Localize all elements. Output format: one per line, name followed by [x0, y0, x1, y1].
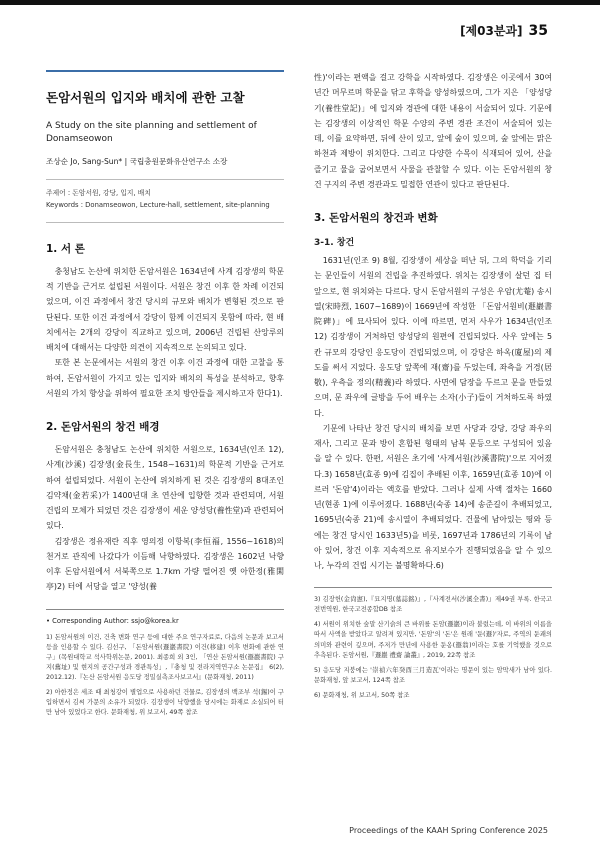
- footnote-rule-right: [314, 587, 552, 588]
- section-3-1-heading: 3-1. 창건: [314, 238, 355, 248]
- footnote-5: 5) 응도당 지붕에는 '崇禎六年癸酉三月造瓦'이라는 명문이 있는 암막새가 남아 있다. 문화재청, 앞 보고서, 124쪽 참조: [314, 666, 552, 684]
- title-rule: [46, 70, 284, 72]
- footnote-3: 3) 김장헌(金尙憲),『묘지명(墓誌銘)』,『사계전서(沙溪全書)』제49권 부록. 한국고전번역원, 한국고전종합DB 참조: [314, 596, 552, 614]
- footnote-rule-left: [46, 609, 284, 610]
- page-header: [460, 22, 548, 39]
- keywords-rule-bottom: [46, 222, 284, 223]
- section-2-heading: 2. 돈암서원의 창건 배경: [46, 421, 160, 434]
- section-1-paragraph-2: 또한 본 논문에서는 서원의 창건 이후 이건 과정에 대한 고찰을 통하여, 돈암서원이 가지고 있는 입지와 배치의 특성을 분석하고, 향후 서원의 가치 향상을 위하여 필요한 조치 방안들을 제시하고자 한다1).: [46, 358, 284, 398]
- section-1-heading: 1. 서 론: [46, 242, 85, 255]
- keywords-block: [46, 188, 284, 212]
- author-line: 조상순 Jo, Sang-Sun* | 국립충원문화유산연구소 소장: [46, 157, 228, 167]
- page-number: 35: [528, 23, 548, 39]
- section-3-heading: 3. 돈암서원의 창건과 변화: [314, 212, 438, 224]
- section-3-1-paragraph-2: 기문에 나타난 창건 당시의 배치를 보면 사당과 강당, 강당 좌우의 재사, 그리고 문과 방이 혼합된 형태의 남북 문등으로 구성되어 있음을 알 수 있다. 한편, 서원은 초기에 '사계서원(沙溪書院)'으로 지어졌다.3) 1658년(효종 9)에 김집이 추배된 이후, 1659년(효종 10)에 이르러 '돈암'4)이라는 액호를 받았다. 그러나 실제 사액 절차는 1660년(현종 1)에 이루어졌다. 1688년(숙종 14)에 송준길이 추배되었고, 1695년(숙종 21)에 송시열이 추배되었다. 건물에 남아있는 띵와 등에는 창건 당시인 1633년5)을 비롯, 1697년과 1786년의 기록이 남아 있어, 창건 이후 지속적으로 유지보수가 진행되었음을 알 수 있으나, 누각의 건립 시기는 불명확하다.6): [314, 423, 552, 570]
- section-label: [제03분과]: [460, 24, 523, 38]
- paper-title: 돈암서원의 입지와 배치에 관한 고찰: [46, 90, 245, 105]
- keywords-rule-top: [46, 179, 284, 180]
- section-1-paragraph-1: 충청남도 논산에 위치한 돈암서원은 1634년에 사계 김장생의 학문적 기반을 근거로 설립된 서원이다. 서원은 창건 이후 한 차례 이건되었으며, 이건 과정에서 창건 당시의 규모와 배치가 변형된 것으로 판단된다. 또한 이건 과정에서 강당이 함께 이건되지 못함에 따라, 현 배치에서는 2개의 강당이 직교하고 있으며, 2006년 건립된 산앙루의 배치에 대해서는 다양한 의견이 지속적으로 논의되고 있다.: [46, 266, 284, 353]
- top-rule: [0, 0, 600, 5]
- keywords-en: Keywords : Donamseowon, Lecture-hall, settlement, site-planning: [46, 200, 270, 209]
- footnote-2: 2) 아한정은 세조 때 최청강이 별업으로 사용하던 건물로, 김장생의 백조부 석(錫)이 구입하면서 김씨 가문의 소유가 되었다. 김장생이 낙향했을 당시에는 화재로 소실되어 터만 남아 있었다고 한다. 문화재청, 위 보고서, 49쪽 참조: [46, 688, 284, 717]
- footer-proceedings: Proceedings of the KAAH Spring Conference 2025: [349, 826, 548, 835]
- keywords-ko: 주제어 : 돈암서원, 강당, 입지, 배치: [46, 189, 151, 198]
- section-2-continued: 性)'이라는 편액을 걸고 강학을 시작하였다. 김장생은 이곳에서 30여 년간 머무르며 학문을 닦고 후학을 양성하였으며, 그가 지은 「양성당기(養性堂記)」에 입지와 경관에 대한 내용이 서술되어 있다. 기문에는 김장생의 이상적인 학문 수양의 주변 경관 조건이 서술되어 있는데, 이를 요약하면, 뒤에 산이 있고, 앞에 숲이 있으며, 숲 앞에는 맑은 하천과 제방이 위치한다. 그리고 다양한 수목이 식재되어 있어, 산을 즐기고 물을 굽어보면서 사물을 관찰할 수 있다. 이는 돈암서원의 창건 구지의 주변 경관과도 밀접한 연관이 있다고 판단된다.: [314, 73, 552, 189]
- paper-title-en: A Study on the site planning and settlement of Donamseowon: [46, 121, 257, 145]
- footnote-1: 1) 돈암서원의 이건, 건축 변화 연구 등에 대한 주요 연구자료로, 다음의 논문과 보고서 등을 인용할 수 있다. 김선구, 「돈암서원(遯巖書院) 이건(移建) 이후 변화에 관한 연구」(목원대학교 석사학위논문, 2001). 최종희 외 3인, 「연산 돈암서원(遯巖書院) 구지(舊址) 및 현지의 공간구성과 경관특성」,『충청 및 전라지역연구소 논문집』 6(2), 2012.12).『논산 돈암서원 응도당 정밀실측조사보고서』(문화재청, 2011): [46, 633, 284, 681]
- section-2-paragraph-2: 김장생은 정유재란 직후 영의정 이항복(李恒福, 1556~1618)의 천거로 관직에 나갔다가 이듬해 낙향하였다. 김장생은 1602년 낙향 이후 돈암서원에서 서북쪽으로 1.7km 가량 떨어진 옛 아한정(雅閑亭)2) 터에 서당을 열고 '양성(養: [46, 536, 284, 592]
- section-2-paragraph-1: 돈암서원은 충청남도 논산에 위치한 서원으로, 1634년(인조 12), 사계(沙溪) 김장생(金長生, 1548~1631)의 학문적 기반을 근거로 하여 설립되었다. 서원이 논산에 위치하게 된 것은 김장생의 8대조인 김약채(金若采)가 1400년대 초 연산에 입향한 것과 관련되며, 서원 건립의 모체가 되었던 것은 김장생이 세운 양성당(養性堂)과 관련되어 있다.: [46, 445, 284, 531]
- section-3-1-paragraph-1: 1631년(인조 9) 8월, 김장생이 세상을 떠난 뒤, 그의 학덕을 기리는 문인들이 서원의 건립을 추진하였다. 위치는 김장생이 살던 집 터 앞으로, 현 위치와는 다르다. 당시 돈암서원의 구성은 우암(尤菴) 송시열(宋時烈, 1607~1689)이 1669년에 작성한 「돈암서원비(遯巖書院碑)」에 묘사되어 있다. 이에 따르면, 먼저 사우가 1634년(인조 12) 김장생이 거처하던 양성당의 원편에 건립되었다. 사우 앞에는 5칸 규모의 강당인 응도당이 건립되었으며, 이 강당은 하옥(廈屋)의 제도를 써서 지었다. 응도당 앞쪽에 재(齋)를 두었는데, 좌측을 거경(居敬), 우측을 정의(精義)라 하였다. 사면에 담장을 두르고 문을 만들었으며, 문 좌우에 글방을 두어 배우는 소자(小子)들이 거처하도록 하였다.: [314, 256, 552, 418]
- footnote-4: 4) 서원이 위치한 숲말 산기슭의 큰 바위를 돈암(遯巖)이라 불렀는데, 이 바위의 이름을 따서 사액을 받았다고 알려져 있지만, '돈암'의 '돈'은 원래 '둔(遯)'자로, 주역의 둔괘의 의미와 관련이 깊으며, 주저가 만년에 사용한 둔옹(遯翁)이라는 호를 기억했을 것으로 추측된다. 돈암서원,『遯巖 禮齋 論叢』, 2019, 22쪽 참조: [314, 621, 552, 659]
- left-column: [46, 70, 284, 723]
- footnote-6: 6) 문화재청, 위 보고서, 50쪽 참조: [314, 691, 410, 699]
- right-column: [314, 70, 552, 706]
- corresponding-author: • Corresponding Author: ssjo@korea.kr: [46, 616, 179, 625]
